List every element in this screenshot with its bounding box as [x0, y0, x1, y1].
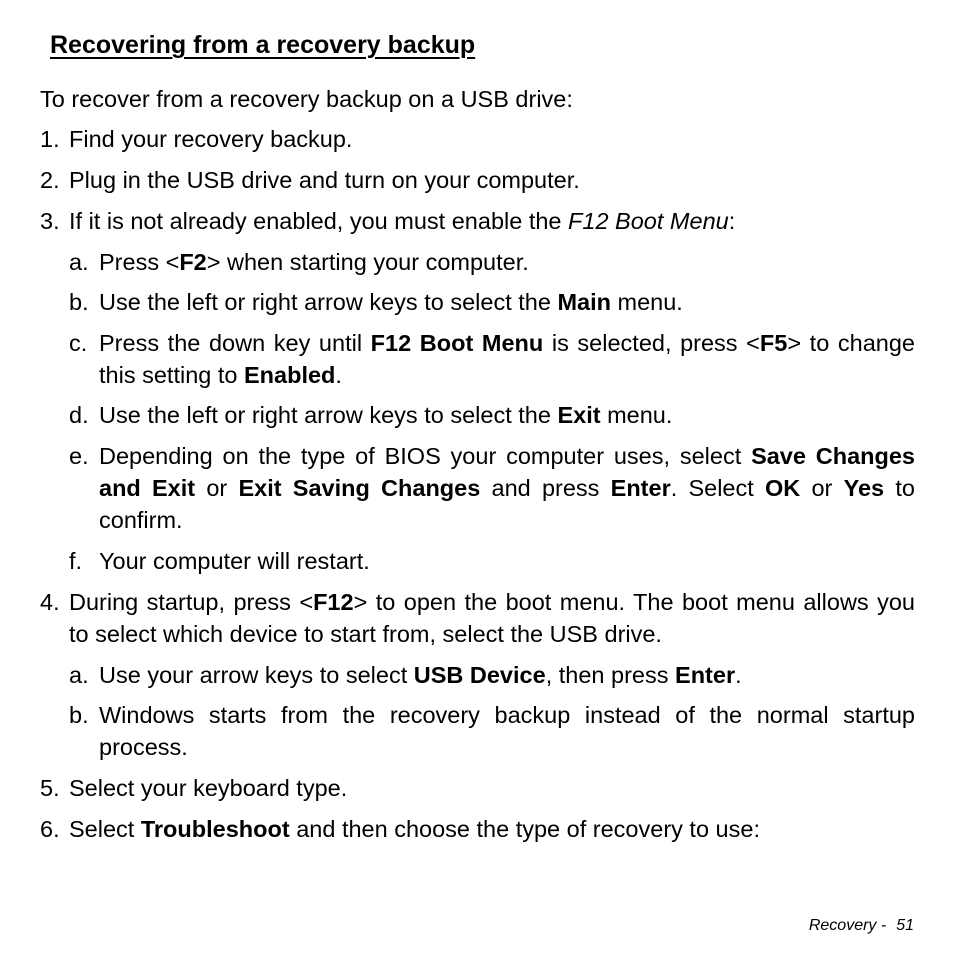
step-3e-letter: e.: [69, 443, 89, 469]
page-number: 51: [896, 917, 914, 934]
step-4a-letter: a.: [69, 662, 89, 688]
step-3b-text: Use the left or right arrow keys to select the Main menu.: [99, 289, 683, 315]
step-2-number: 2.: [40, 167, 60, 193]
step-2-text: Plug in the USB drive and turn on your computer.: [69, 167, 580, 193]
step-3b-letter: b.: [69, 289, 89, 315]
step-6-number: 6.: [40, 816, 60, 842]
step-3-text: If it is not already enabled, you must enable the F12 Boot Menu:: [69, 208, 736, 234]
step-3e-text: Depending on the type of BIOS your computer uses, select Save Changes and Exit or Exit Saving Changes and press Enter. Select OK or Yes to confirm.: [99, 443, 916, 533]
step-4-text: During startup, press <F12> to open the boot menu. The boot menu allows you to select which device to start from, select the USB drive.: [69, 589, 915, 647]
step-3a-text: Press <F2> when starting your computer.: [99, 249, 529, 275]
step-4b-text: Windows starts from the recovery backup instead of the normal startup process.: [99, 702, 915, 760]
step-5-text: Select your keyboard type.: [69, 775, 348, 801]
step-1-text: Find your recovery backup.: [69, 126, 353, 152]
intro-text: To recover from a recovery backup on a USB drive:: [40, 86, 573, 112]
step-3d-text: Use the left or right arrow keys to select the Exit menu.: [99, 402, 673, 428]
step-3c-text: Press the down key until F12 Boot Menu is selected, press <F5> to change this setting to Enabled.: [99, 330, 915, 388]
section-heading: Recovering from a recovery backup: [50, 31, 476, 59]
step-3f-text: Your computer will restart.: [99, 548, 370, 574]
footer-section: Recovery -: [808, 917, 887, 934]
step-5-number: 5.: [40, 775, 60, 801]
step-3-number: 3.: [40, 208, 60, 234]
step-3a-letter: a.: [69, 249, 89, 275]
step-4-number: 4.: [40, 589, 60, 615]
step-3d-letter: d.: [69, 402, 89, 428]
step-3c-letter: c.: [69, 330, 88, 356]
f12-boot-menu-emphasis: F12 Boot Menu: [568, 208, 729, 234]
step-6-text: Select Troubleshoot and then choose the type of recovery to use:: [69, 816, 760, 842]
step-4a-text: Use your arrow keys to select USB Device, then press Enter.: [99, 662, 742, 688]
page-footer: [809, 917, 914, 935]
step-3f-letter: f.: [69, 548, 83, 574]
step-4b-letter: b.: [69, 702, 89, 728]
step-1-number: 1.: [40, 126, 60, 152]
